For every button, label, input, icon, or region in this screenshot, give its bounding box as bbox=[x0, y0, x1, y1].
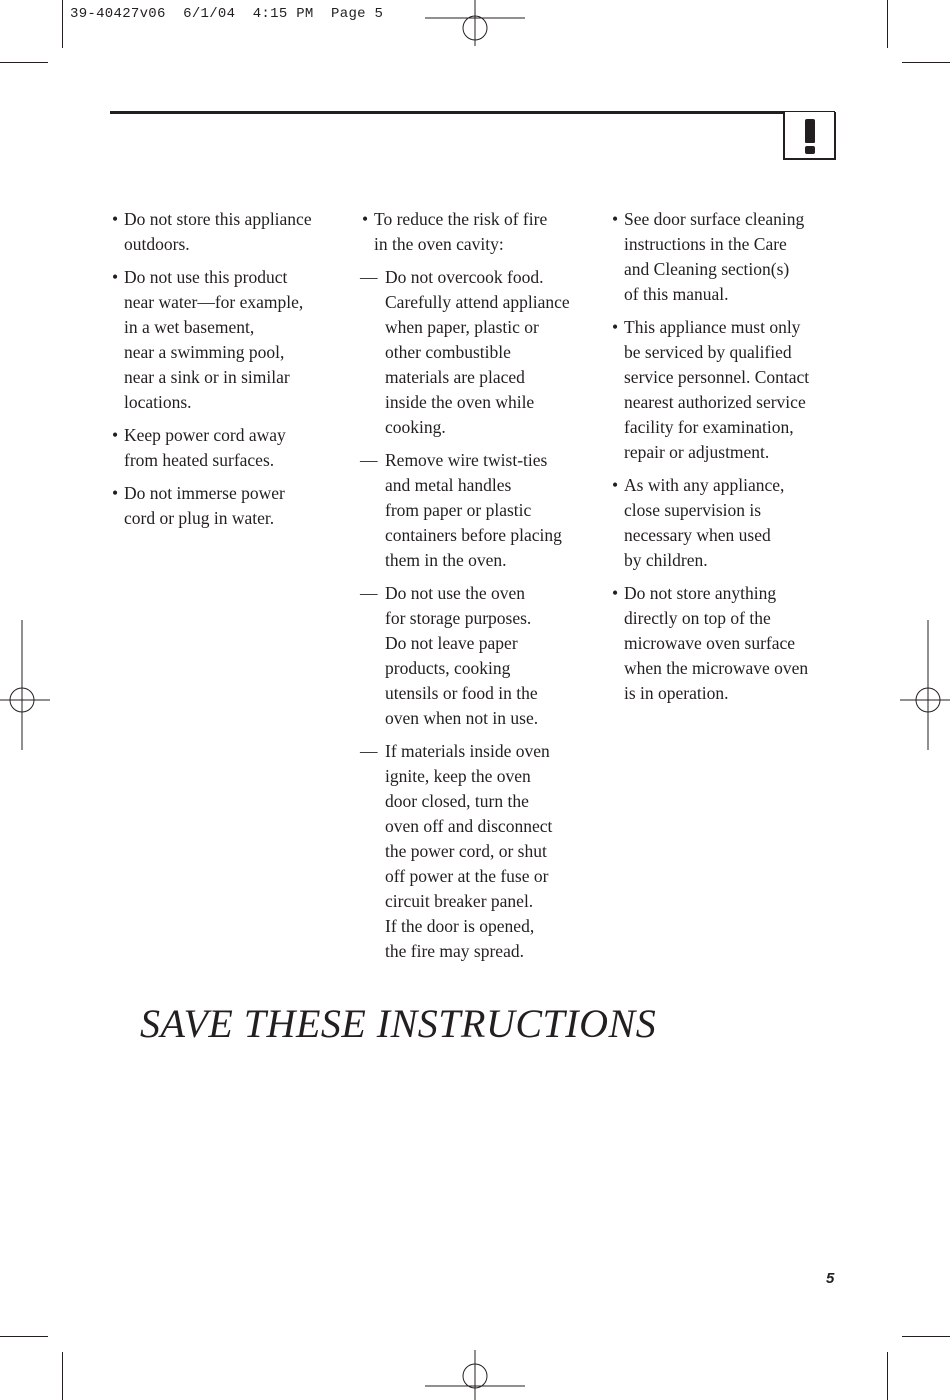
crop-mark bbox=[62, 1352, 63, 1400]
save-instructions-heading: SAVE THESE INSTRUCTIONS bbox=[140, 1001, 657, 1046]
list-item: • See door surface cleaning instructions in the Care and Cleaning section(s) of this manual. bbox=[612, 209, 805, 304]
column-3 bbox=[610, 207, 840, 714]
sub-list-item: — If materials inside oven ignite, keep the oven door closed, turn the oven off and disconnect the power cord, or shut off power at the fuse or circuit breaker panel. If the door is opened, the fire may spread. bbox=[360, 741, 553, 961]
crop-mark bbox=[62, 0, 63, 48]
registration-mark bbox=[425, 1350, 525, 1400]
crop-mark bbox=[902, 1336, 950, 1337]
header-rule bbox=[110, 111, 835, 114]
list-item: • Do not store anything directly on top of the microwave oven surface when the microwave oven is in operation. bbox=[612, 583, 809, 703]
exclamation-icon bbox=[783, 112, 836, 160]
sub-list-item: — Remove wire twist-ties and metal handles from paper or plastic containers before placing them in the oven. bbox=[360, 450, 562, 570]
sub-list-item: — Do not overcook food. Carefully attend appliance when paper, plastic or other combustible materials are placed inside the oven while cooking. bbox=[360, 267, 570, 437]
list-item: • Do not store this appliance outdoors. bbox=[112, 209, 312, 254]
crop-mark bbox=[887, 0, 888, 48]
list-item: • This appliance must only be serviced by qualified service personnel. Contact nearest authorized service facility for examination, repair or adjustment. bbox=[612, 317, 810, 462]
crop-mark bbox=[0, 1336, 48, 1337]
list-item: • Do not use this product near water—for example, in a wet basement, near a swimming pool, near a sink or in similar locations. bbox=[112, 267, 304, 412]
list-item: • Do not immerse power cord or plug in water. bbox=[112, 483, 285, 528]
crop-mark bbox=[887, 1352, 888, 1400]
crop-mark bbox=[0, 62, 48, 63]
list-item: • To reduce the risk of fire in the oven cavity: bbox=[362, 209, 548, 254]
registration-mark bbox=[425, 0, 525, 50]
list-item: • Keep power cord away from heated surfaces. bbox=[112, 425, 286, 470]
crop-mark bbox=[902, 62, 950, 63]
registration-mark bbox=[900, 620, 950, 750]
printer-slug: 39-40427v06 6/1/04 4:15 PM Page 5 bbox=[70, 6, 384, 22]
sub-list-item: — Do not use the oven for storage purposes. Do not leave paper products, cooking utensils or food in the oven when not in use. bbox=[360, 583, 539, 728]
registration-mark bbox=[0, 620, 50, 750]
column-2 bbox=[360, 207, 595, 972]
list-item: • As with any appliance, close supervision is necessary when used by children. bbox=[612, 475, 785, 570]
column-1 bbox=[110, 207, 345, 539]
page-number: 5 bbox=[826, 1270, 835, 1287]
